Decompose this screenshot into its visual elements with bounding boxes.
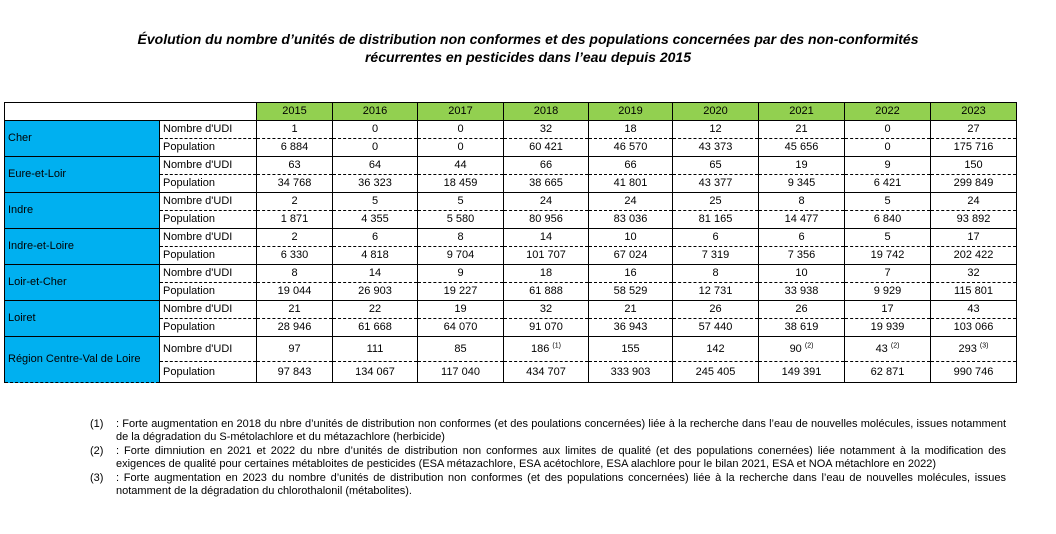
table-row: [5, 265, 1017, 283]
population-cell: 60 421: [504, 139, 589, 157]
udi-cell: [759, 301, 845, 319]
title-line-1: Évolution du nombre d’unités de distribution non conformes et des populations concernées par des non-conformités: [137, 31, 919, 47]
footnote-number: (1): [90, 418, 104, 430]
population-cell: 245 405: [673, 362, 759, 383]
udi-cell: [418, 121, 504, 139]
udi-value: 21: [795, 123, 808, 135]
footnote-number: (2): [90, 445, 104, 457]
population-cell: 61 888: [504, 283, 589, 301]
udi-cell: [673, 229, 759, 247]
row-label-udi: Nombre d'UDI: [160, 337, 257, 362]
row-label-udi: Nombre d'UDI: [160, 121, 257, 139]
population-cell: 83 036: [589, 211, 673, 229]
row-label-population: Population: [160, 247, 257, 265]
footnote-ref: (1): [552, 342, 561, 350]
region-name: Loir-et-Cher: [5, 265, 160, 301]
footnote-ref: (3): [979, 342, 989, 350]
udi-value: 90: [789, 343, 802, 355]
udi-cell: [759, 229, 845, 247]
udi-value: 85: [454, 343, 467, 355]
udi-cell: [845, 121, 931, 139]
region-name: Indre: [5, 193, 160, 229]
year-header: 2017: [418, 103, 504, 121]
udi-value: 5: [884, 231, 891, 243]
population-cell: 19 939: [845, 319, 931, 337]
table-row: [5, 193, 1017, 211]
udi-value: 2: [291, 195, 298, 207]
footnote-ref: (2): [890, 342, 900, 350]
udi-value: 32: [539, 123, 553, 135]
udi-value: 293: [958, 343, 977, 355]
udi-value: 142: [706, 343, 725, 355]
udi-cell: [504, 193, 589, 211]
udi-value: 27: [967, 123, 980, 135]
udi-cell: [418, 193, 504, 211]
population-cell: 61 668: [333, 319, 418, 337]
udi-value: 8: [457, 231, 464, 243]
year-header: 2021: [759, 103, 845, 121]
region-name: Région Centre-Val de Loire: [5, 337, 160, 383]
udi-value: 21: [624, 303, 637, 315]
udi-value: 14: [539, 231, 553, 243]
udi-cell: [589, 121, 673, 139]
udi-value: 5: [457, 195, 464, 207]
table-row: [5, 337, 1017, 362]
population-cell: 333 903: [589, 362, 673, 383]
year-header: 2022: [845, 103, 931, 121]
population-cell: 43 373: [673, 139, 759, 157]
population-cell: 14 477: [759, 211, 845, 229]
udi-cell: [931, 301, 1017, 319]
udi-cell: [759, 193, 845, 211]
population-cell: 5 580: [418, 211, 504, 229]
udi-cell: [333, 193, 418, 211]
year-header: 2016: [333, 103, 418, 121]
udi-value: 10: [795, 267, 808, 279]
udi-value: 24: [967, 195, 980, 207]
population-cell: 81 165: [673, 211, 759, 229]
udi-value: 66: [539, 159, 553, 171]
udi-cell: [257, 229, 333, 247]
population-cell: 9 704: [418, 247, 504, 265]
udi-value: 111: [366, 343, 384, 355]
udi-value: 155: [621, 343, 640, 355]
udi-cell: [418, 337, 504, 362]
year-header: 2018: [504, 103, 589, 121]
udi-value: 32: [967, 267, 980, 279]
udi-value: 25: [709, 195, 722, 207]
population-cell: 6 330: [257, 247, 333, 265]
udi-cell: [504, 265, 589, 283]
population-cell: 299 849: [931, 175, 1017, 193]
udi-cell: [931, 193, 1017, 211]
udi-cell: [931, 265, 1017, 283]
udi-cell: [931, 121, 1017, 139]
udi-cell: [845, 265, 931, 283]
udi-value: 10: [624, 231, 637, 243]
row-label-udi: Nombre d'UDI: [160, 157, 257, 175]
udi-value: 8: [798, 195, 805, 207]
population-cell: 990 746: [931, 362, 1017, 383]
population-cell: 117 040: [418, 362, 504, 383]
row-label-udi: Nombre d'UDI: [160, 265, 257, 283]
udi-cell: [845, 229, 931, 247]
udi-cell: [333, 265, 418, 283]
udi-cell: [589, 337, 673, 362]
region-name: Indre-et-Loire: [5, 229, 160, 265]
population-cell: 434 707: [504, 362, 589, 383]
udi-cell: [418, 229, 504, 247]
udi-cell: [931, 157, 1017, 175]
year-header: 2020: [673, 103, 759, 121]
udi-cell: [418, 157, 504, 175]
udi-value: 43: [967, 303, 980, 315]
udi-value: 18: [624, 123, 637, 135]
population-cell: 202 422: [931, 247, 1017, 265]
udi-value: 14: [368, 267, 382, 279]
population-cell: 9 929: [845, 283, 931, 301]
population-cell: 45 656: [759, 139, 845, 157]
udi-value: 32: [539, 303, 553, 315]
udi-value: 0: [457, 123, 464, 135]
udi-value: 186: [531, 343, 550, 355]
region-name: Loiret: [5, 301, 160, 337]
population-cell: 0: [418, 139, 504, 157]
population-cell: 6 421: [845, 175, 931, 193]
population-cell: 80 956: [504, 211, 589, 229]
udi-cell: [333, 121, 418, 139]
table-row: [5, 121, 1017, 139]
population-cell: 36 943: [589, 319, 673, 337]
row-label-population: Population: [160, 319, 257, 337]
udi-value: 18: [539, 267, 553, 279]
population-cell: 62 871: [845, 362, 931, 383]
population-cell: 43 377: [673, 175, 759, 193]
udi-cell: [333, 229, 418, 247]
row-label-udi: Nombre d'UDI: [160, 229, 257, 247]
udi-cell: [759, 157, 845, 175]
population-cell: 67 024: [589, 247, 673, 265]
udi-cell: [931, 337, 1017, 362]
population-cell: 34 768: [257, 175, 333, 193]
udi-cell: [333, 301, 418, 319]
population-cell: 12 731: [673, 283, 759, 301]
udi-cell: [931, 229, 1017, 247]
udi-value: 17: [967, 231, 980, 243]
population-cell: 6 884: [257, 139, 333, 157]
population-cell: 101 707: [504, 247, 589, 265]
udi-value: 21: [288, 303, 301, 315]
population-cell: 9 345: [759, 175, 845, 193]
row-label-population: Population: [160, 139, 257, 157]
population-cell: 41 801: [589, 175, 673, 193]
population-cell: 6 840: [845, 211, 931, 229]
udi-value: 5: [371, 195, 379, 207]
udi-cell: [589, 193, 673, 211]
table-row: [5, 301, 1017, 319]
data-table: [4, 102, 1017, 383]
udi-cell: [333, 337, 418, 362]
row-label-population: Population: [160, 211, 257, 229]
udi-cell: [845, 157, 931, 175]
population-cell: 57 440: [673, 319, 759, 337]
page-title: [0, 30, 1056, 66]
header-row: [5, 103, 1017, 121]
population-cell: 175 716: [931, 139, 1017, 157]
footnote: [90, 418, 1006, 444]
udi-value: 12: [709, 123, 722, 135]
udi-cell: [589, 229, 673, 247]
udi-value: 1: [291, 123, 298, 135]
population-cell: 46 570: [589, 139, 673, 157]
row-label-udi: Nombre d'UDI: [160, 193, 257, 211]
udi-cell: [673, 157, 759, 175]
udi-value: 0: [884, 123, 891, 135]
udi-value: 43: [875, 343, 888, 355]
udi-cell: [845, 301, 931, 319]
population-cell: 1 871: [257, 211, 333, 229]
udi-cell: [504, 229, 589, 247]
population-cell: 149 391: [759, 362, 845, 383]
footnote: [90, 472, 1006, 498]
udi-value: 7: [884, 267, 891, 279]
population-cell: 103 066: [931, 319, 1017, 337]
year-header: 2019: [589, 103, 673, 121]
udi-value: 19: [454, 303, 467, 315]
udi-value: 6: [712, 231, 719, 243]
population-cell: 19 742: [845, 247, 931, 265]
udi-cell: [418, 301, 504, 319]
population-cell: 18 459: [418, 175, 504, 193]
udi-cell: [333, 157, 418, 175]
population-cell: 26 903: [333, 283, 418, 301]
udi-cell: [845, 193, 931, 211]
population-cell: 19 227: [418, 283, 504, 301]
footnote-number: (3): [90, 472, 104, 484]
udi-cell: [504, 157, 589, 175]
udi-value: 22: [368, 303, 382, 315]
udi-cell: [759, 265, 845, 283]
udi-value: 8: [712, 267, 719, 279]
population-cell: 38 665: [504, 175, 589, 193]
population-cell: 38 619: [759, 319, 845, 337]
udi-cell: [845, 337, 931, 362]
udi-cell: [257, 193, 333, 211]
footnote-text: : Forte augmentation en 2018 du nbre d’unités de distribution non conformes (et des poulations concernées) liée à la recherche dans l’eau de nouvelles molécules, issues notamment de la dégradation du S-métolachlore et du métazachlore (herbicide): [116, 418, 1006, 443]
udi-cell: [418, 265, 504, 283]
population-cell: 28 946: [257, 319, 333, 337]
footnotes: [90, 418, 1006, 499]
year-header: 2023: [931, 103, 1017, 121]
udi-value: 26: [709, 303, 722, 315]
footnote-ref: (2): [804, 342, 814, 350]
row-label-population: Population: [160, 362, 257, 383]
udi-value: 9: [884, 159, 891, 171]
region-name: Eure-et-Loir: [5, 157, 160, 193]
udi-value: 150: [964, 159, 983, 171]
title-line-2: récurrentes en pesticides dans l’eau depuis 2015: [364, 49, 692, 65]
udi-cell: [673, 337, 759, 362]
udi-cell: [257, 301, 333, 319]
population-cell: 4 818: [333, 247, 418, 265]
udi-cell: [759, 337, 845, 362]
udi-cell: [257, 157, 333, 175]
corner-cell: [5, 103, 257, 121]
year-header: 2015: [257, 103, 333, 121]
udi-cell: [759, 121, 845, 139]
udi-value: 17: [881, 303, 894, 315]
udi-value: 24: [539, 195, 553, 207]
udi-cell: [257, 337, 333, 362]
udi-cell: [673, 301, 759, 319]
udi-cell: [589, 265, 673, 283]
footnote-text: : Forte dimniution en 2021 et 2022 du nbre d’unités de distribution non conformes aux limites de qualité (et des populations conernées) liée notamment à la modification des exigences de qualité pour certaines métabloites de pesticides (ESA métazachlore, ESA acétochlore, ESA alachlore pour le bilan 2021, ESA et NOA métachlore en 2022): [116, 445, 1006, 470]
population-cell: 4 355: [333, 211, 418, 229]
udi-cell: [504, 121, 589, 139]
footnote-text: : Forte augmentation en 2023 du nombre d’unités de distribution non conformes (et des populations concernées) liée à la recherche dans l’eau de nouvelles molécules, issues notamment de la dégradation du chlorothalonil (métabolites).: [116, 472, 1006, 497]
population-cell: 19 044: [257, 283, 333, 301]
udi-value: 6: [371, 231, 379, 243]
population-cell: 33 938: [759, 283, 845, 301]
udi-cell: [257, 121, 333, 139]
udi-value: 9: [457, 267, 464, 279]
udi-value: 2: [291, 231, 298, 243]
udi-value: 26: [795, 303, 808, 315]
population-cell: 91 070: [504, 319, 589, 337]
udi-value: 6: [798, 231, 805, 243]
population-cell: 58 529: [589, 283, 673, 301]
udi-value: 64: [368, 159, 382, 171]
region-name: Cher: [5, 121, 160, 157]
population-cell: 93 892: [931, 211, 1017, 229]
udi-value: 8: [291, 267, 298, 279]
udi-value: 16: [624, 267, 637, 279]
population-cell: 134 067: [333, 362, 418, 383]
udi-value: 44: [454, 159, 467, 171]
footnote: [90, 445, 1006, 471]
population-cell: 0: [845, 139, 931, 157]
row-label-udi: Nombre d'UDI: [160, 301, 257, 319]
udi-value: 97: [288, 343, 301, 355]
udi-cell: [673, 265, 759, 283]
table-row: [5, 157, 1017, 175]
population-cell: 36 323: [333, 175, 418, 193]
population-cell: 0: [333, 139, 418, 157]
population-cell: 7 356: [759, 247, 845, 265]
population-cell: 64 070: [418, 319, 504, 337]
udi-cell: [504, 301, 589, 319]
population-cell: 97 843: [257, 362, 333, 383]
udi-cell: [257, 265, 333, 283]
udi-cell: [589, 301, 673, 319]
udi-value: 5: [884, 195, 891, 207]
udi-cell: [589, 157, 673, 175]
udi-cell: [673, 193, 759, 211]
udi-cell: [504, 337, 589, 362]
row-label-population: Population: [160, 283, 257, 301]
udi-value: 65: [709, 159, 722, 171]
udi-cell: [673, 121, 759, 139]
udi-value: 0: [371, 123, 379, 135]
udi-value: 19: [795, 159, 808, 171]
population-cell: 115 801: [931, 283, 1017, 301]
udi-value: 24: [624, 195, 637, 207]
udi-value: 66: [624, 159, 637, 171]
table-row: [5, 229, 1017, 247]
udi-value: 63: [288, 159, 301, 171]
row-label-population: Population: [160, 175, 257, 193]
population-cell: 7 319: [673, 247, 759, 265]
